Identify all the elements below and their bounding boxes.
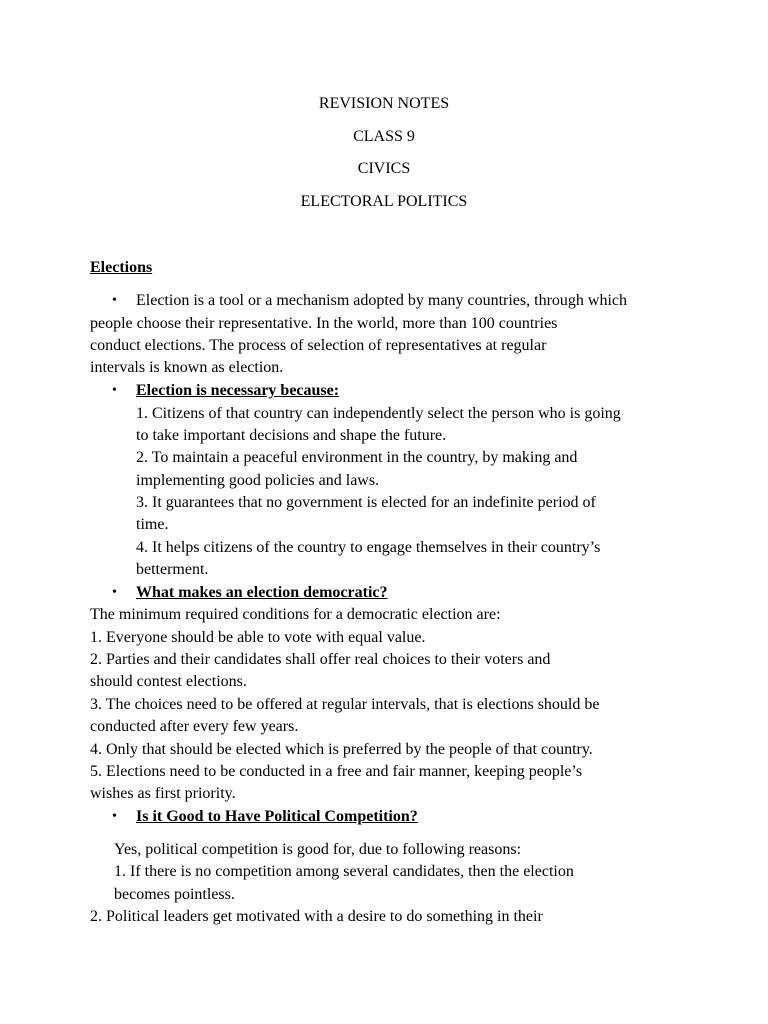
- democratic-line: should contest elections.: [90, 673, 247, 690]
- necessary-line: 1. Citizens of that country can independently select the person who is going: [136, 405, 621, 422]
- bullet-marker: •: [112, 293, 117, 308]
- democratic-line: The minimum required conditions for a democratic election are:: [90, 606, 501, 623]
- section-heading-elections: Elections: [90, 259, 153, 276]
- bullet-marker: •: [112, 383, 117, 398]
- intro-line: conduct elections. The process of selection of representatives at regular: [90, 337, 547, 354]
- competition-line: 1. If there is no competition among several candidates, then the election: [114, 863, 574, 880]
- necessary-line: implementing good policies and laws.: [136, 472, 380, 489]
- competition-line: 2. Political leaders get motivated with a desire to do something in their: [90, 908, 543, 925]
- subheading-election-democratic: What makes an election democratic?: [136, 584, 388, 601]
- title-subject: CIVICS: [357, 160, 411, 177]
- competition-line: Yes, political competition is good for, due to following reasons:: [114, 841, 522, 858]
- necessary-line: 2. To maintain a peaceful environment in the country, by making and: [136, 449, 578, 466]
- title-chapter: ELECTORAL POLITICS: [300, 193, 468, 210]
- title-class: CLASS 9: [353, 128, 415, 145]
- title-revision-notes: REVISION NOTES: [318, 95, 450, 112]
- democratic-line: 3. The choices need to be offered at regular intervals, that is elections should be: [90, 696, 600, 713]
- democratic-line: 1. Everyone should be able to vote with equal value.: [90, 629, 426, 646]
- competition-line: becomes pointless.: [114, 886, 235, 903]
- bullet-marker: •: [112, 585, 117, 600]
- subheading-political-competition: Is it Good to Have Political Competition?: [136, 808, 418, 825]
- necessary-line: 4. It helps citizens of the country to engage themselves in their country’s: [136, 539, 601, 556]
- necessary-line: time.: [136, 516, 169, 533]
- necessary-line: 3. It guarantees that no government is elected for an indefinite period of: [136, 494, 596, 511]
- necessary-line: betterment.: [136, 561, 209, 578]
- intro-line: intervals is known as election.: [90, 359, 284, 376]
- necessary-line: to take important decisions and shape the future.: [136, 427, 447, 444]
- democratic-line: 2. Parties and their candidates shall offer real choices to their voters and: [90, 651, 551, 668]
- democratic-line: conducted after every few years.: [90, 718, 299, 735]
- bullet-marker: •: [112, 809, 117, 824]
- democratic-line: 5. Elections need to be conducted in a free and fair manner, keeping people’s: [90, 763, 583, 780]
- intro-line: people choose their representative. In the world, more than 100 countries: [90, 315, 558, 332]
- subheading-election-necessary: Election is necessary because:: [136, 382, 340, 399]
- democratic-line: 4. Only that should be elected which is preferred by the people of that country.: [90, 741, 593, 758]
- intro-line: Election is a tool or a mechanism adopted by many countries, through which: [136, 292, 627, 309]
- democratic-line: wishes as first priority.: [90, 785, 236, 802]
